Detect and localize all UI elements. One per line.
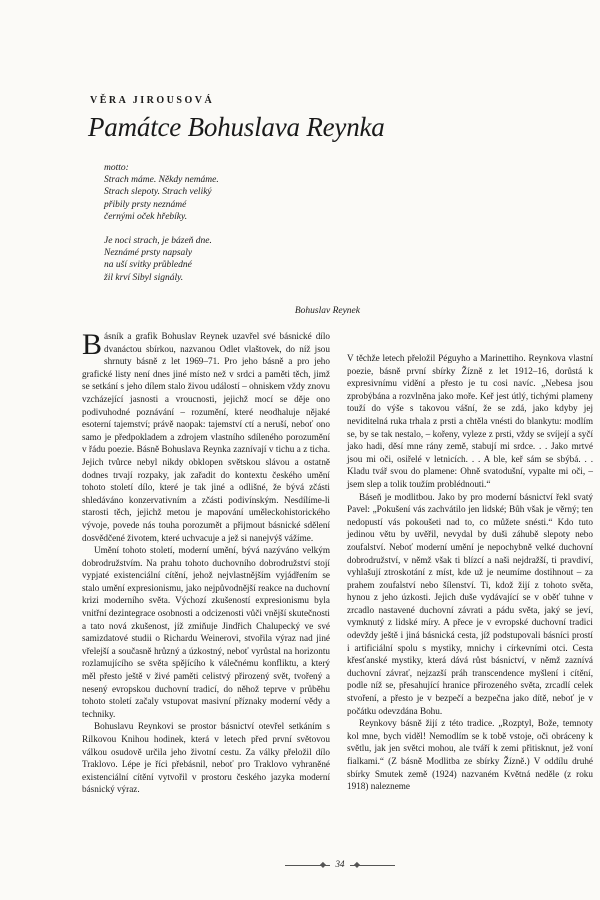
motto-signature: Bohuslav Reynek <box>294 306 360 316</box>
motto-line: Neznámé prsty napsaly <box>104 248 193 259</box>
right-text-column <box>347 352 593 793</box>
body-paragraph: Báseň je modlitbou. Jako by pro moderní básnictví řekl svatý Pavel: „Pokušení vás zachvátilo jen lidské; Bůh však je věrný; ten nedopustí vás pokoušeti nad to, co můžete snésti.“ Kdo tuto jedinou větu by uvěřil, nevydal by duši záhubě slepoty nebo zoufalství. Neboť moderní umění je nepochybně velké duchovní dobrodružství, v němž však ti blízcí a naši nejdražší, ti pravdiví, vyhlašují ztroskotání z míst, kde už je neumíme dostihnout – za prahem zoufalství nebo šílenství. Ti, kdož žijí z tohoto světa, hynou z jeho úzkosti. Jejich duše vydávající se v oběť tuhne v zrcadlo nastavené duchovní závrati a pádu světa, jaký se jeví, vymknutý z lidské míry. A přece je v evropské duchovní tradici odevždy ještě i jiná básnická cesta, jíž podstupovali básníci prostí i artificiální spolu s mystiky, mnichy i církevními otci. Cesta křesťanské mystiky, která dává růst básnictví, v němž zaznívá duchovní závrať, nejzazší práh transcendence myšlení i cítění, podle níž se, přesahující hranice přirozeného světa, zrcadlí celek stvoření, a přesto je v bezpečí a bezpečna jako dítě, neboť je v počátku odevzdána Bohu. <box>347 491 593 716</box>
motto-poem <box>104 162 364 284</box>
motto-line: motto: <box>104 163 129 173</box>
page-footer <box>285 858 395 874</box>
motto-line: Je noci strach, je bázeň dne. <box>104 236 212 247</box>
body-paragraph: Umění tohoto století, moderní umění, bývá nazýváno velkým dobrodružstvím. Na prahu tohoto duchovního dobrodružství stojí vypjaté existenciální cítění, jehož nejvlastnějším vyjádřením se stalo umění expresionismu, jako nejpůvodnější reakce na duchovní krizi moderního světa. Výchozí zkušeností expresionismu byla vnitřní dezintegrace osobnosti a odcizenosti vůči vnější skutečnosti a tato nová zkušenost, jíž zmiňuje Jindřich Chalupecký ve své samizdatové studii o Richardu Weinerovi, stvořila výraz nad jiné vřelejší a současně hrůzný a úzkostný, neboť vyrůstal na horizontu rozlamujícího se světa spějícího k válečnému konfliktu, a který měl přesto ještě v živé paměti celistvý přirozený svět, tvořený a nesený evropskou duchovní tradicí, do něhož teprve v průběhu tohoto století začaly vstupovat masivní příznaky moderní vědy a techniky. <box>82 545 330 719</box>
motto-line: na uší svitky průbledné <box>104 260 192 271</box>
motto-line: Strach máme. Někdy nemáme. <box>104 175 219 186</box>
stanza-gap <box>104 223 364 235</box>
body-paragraph: Bohuslavu Reynkovi se prostor básnictví otevřel setkáním s Rilkovou Knihou hodinek, která v letech před první světovou válkou osudově určila jeho životní cestu. Za války přeložil dílo Traklovo. Lépe je říci přebásnil, neboť pro Traklovo vyhraněné existenciální cítění vytvořil v prostoru českého jazyka moderní básnický výraz. <box>82 721 330 795</box>
ornament-icon: ◆ <box>319 860 327 869</box>
motto-line: Strach slepoty. Strach veliký <box>104 187 212 198</box>
drop-cap: B <box>82 328 103 361</box>
body-paragraph: Reynkovy básně žijí z této tradice. „Rozptyl, Bože, temnoty kol mne, bych viděl! Nemodlím se k tobě vstoje, oči obráceny k světlu, jak jen světci mohou, ale tváří k zemi přitisknut, jež voní fialkami.“ (Z básně Modlitba ze sbírky Žízně.) V oddílu druhé sbírky Smutek země (1924) nazvaném Květná neděle (z roku 1918) nalezneme <box>347 718 593 792</box>
article-title: Památce Bohuslava Reynka <box>88 112 385 142</box>
page-number: 34 <box>330 859 350 869</box>
motto-line: žil krví Sibyl signály. <box>104 272 184 283</box>
left-text-column <box>82 330 330 796</box>
body-paragraph <box>82 330 330 544</box>
ornament-icon: ◆ <box>353 860 361 869</box>
body-paragraph: V těchže letech přeložil Péguyho a Marinettiho. Reynkova vlastní poezie, básně první sbírky Žízně z let 1912–16, dorůstá k expresivnímu vidění a přesto je tu cosi navíc. „Nebesa jsou zprobýbána a rozvlněna jako moře. Keř jest útlý, tichými plameny touží do výše s takovou vášní, že se zdá, jako kdyby jej neviditelná ruka trhala z prsti a chtěla vnésti do blankytu: modlím se, by se tak nestalo, – kořeny, vyleze z prsti, vždy se svíjejí a syčí jako hadi, děsí mne rány země, stabují mi srdce. . . Jako mrtvé jsou mi oči, osiřelé v letnicích. . . A ble, keř sám se sbýbá. . . Kladu tvář svou do plamene: Ohně svatodušní, vypalte mi oči, – jsem slep a tolik toužím problédnouti.“ <box>347 353 593 489</box>
article-author: VĚRA JIROUSOVÁ <box>90 95 215 106</box>
motto-line: černými oček hřebíky. <box>104 211 188 222</box>
motto-line: přibily prsty neznámé <box>104 199 187 210</box>
paragraph-text: ásník a grafik Bohuslav Reynek uzavřel své básnické dílo dvanáctou sbírkou, nazvanou Odlet vlaštovek, do níž jsou shrnuty básně z let 1969–71. Pro jeho básně a pro jeho grafické listy není dnes jiné místo než v srdci a paměti těch, jimž se setkání s jeho dílem stalo živou událostí – ohniskem vždy znovu vzcházející jasnosti a vroucnosti, jejichž mocí se děje ono podivuhodné poznávání – rozumění, které neodhaluje nějaké esoterní tajemství; právě naopak: tajemství ctí a neruší, neboť ono samo je předpokladem a zdrojem vlastního sdíleného porozumění v řádu poezie. Básně Bohuslava Reynka zaznívají v tichu a z ticha. Jejich tvůrce nebyl nikdy obklopen světskou slávou a ostatně dodnes trvají rozpaky, jak zařadit do kontextu českého umění tohoto století dílo, které je tak jiné a odlišné, že bývá zčásti shledáváno konzervativním a zčásti podivínským. Nesdílíme-li starosti těch, jejichž metou je mapování uměleckohistorického vývoje, povede nás touha porozumět a přijmout básnické sdělení dosvědčené životem, které uchvacuje a jež si nanejvýš vážíme. <box>82 331 330 543</box>
